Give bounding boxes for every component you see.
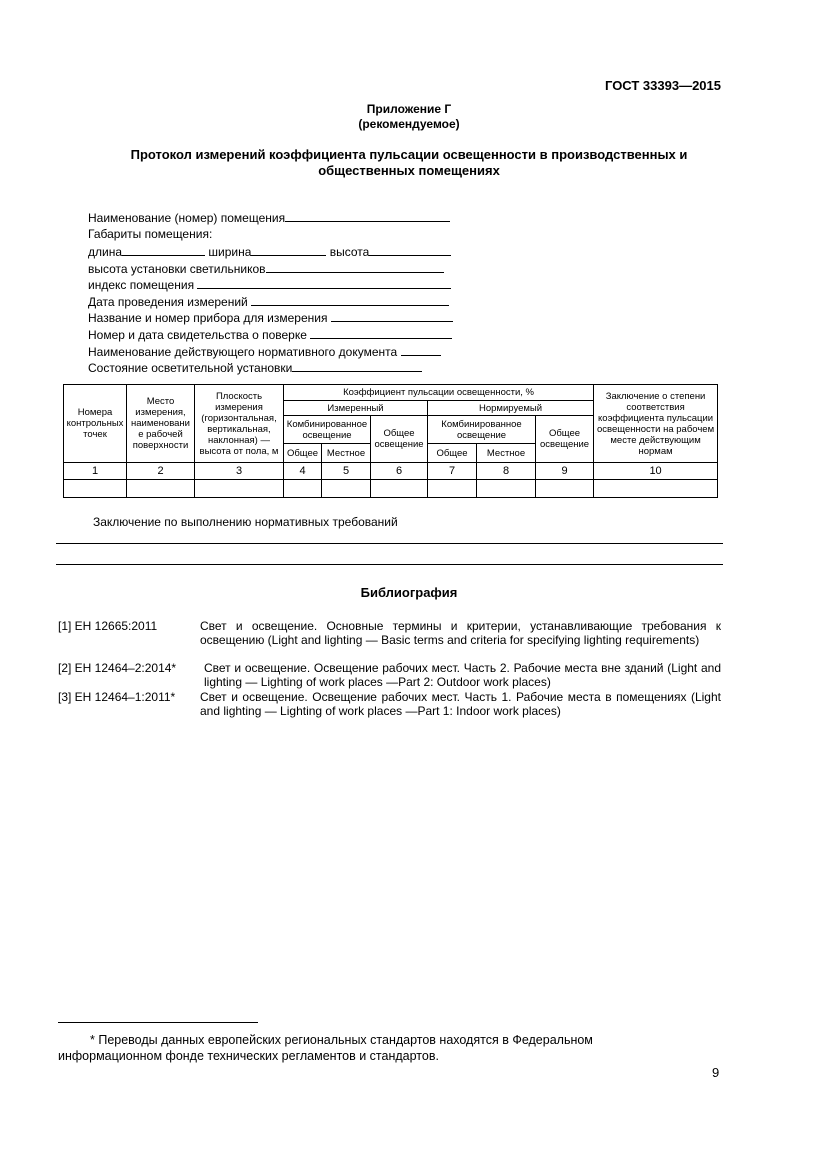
column-number: 3 xyxy=(195,463,284,480)
fill-line[interactable] xyxy=(310,327,452,339)
column-number: 10 xyxy=(594,463,718,480)
appendix-label: Приложение Г xyxy=(366,102,452,116)
form-install-state xyxy=(88,360,422,375)
table-cell[interactable] xyxy=(477,480,536,498)
fill-line[interactable] xyxy=(266,261,444,273)
header-normed-combined: Комбинированное освещение xyxy=(428,416,536,444)
header-normed-general-light: Общее освещение xyxy=(536,416,594,463)
bibliography-ref: [1] ЕН 12665:2011 xyxy=(58,619,158,633)
form-dimensions xyxy=(88,244,451,259)
column-number: 2 xyxy=(127,463,195,480)
protocol-title-line2: общественных помещениях xyxy=(318,163,500,178)
table-cell[interactable] xyxy=(322,480,371,498)
conclusion-label: Заключение по выполнению нормативных требований xyxy=(93,515,398,529)
form-label: ширина xyxy=(208,245,252,259)
form-label: высота xyxy=(329,245,370,259)
header-coefficient: Коэффициент пульсации освещенности, % xyxy=(284,385,594,401)
footnote-separator xyxy=(58,1022,258,1023)
form-mount-height xyxy=(88,261,444,276)
table-cell[interactable] xyxy=(536,480,594,498)
fill-line[interactable] xyxy=(331,310,453,322)
footnote xyxy=(58,1032,668,1064)
form-device xyxy=(88,310,453,325)
table-cell[interactable] xyxy=(195,480,284,498)
protocol-table xyxy=(63,384,718,498)
table-cell[interactable] xyxy=(127,480,195,498)
header-measured-combined: Комбинированное освещение xyxy=(284,416,371,444)
form-norm-doc xyxy=(88,344,441,359)
header-measured-general-light: Общее освещение xyxy=(371,416,428,463)
header-points: Номера контрольных точек xyxy=(64,385,127,463)
fill-line[interactable] xyxy=(401,344,441,356)
header-measured: Измеренный xyxy=(284,401,428,416)
column-number: 7 xyxy=(428,463,477,480)
bibliography-ref: [3] ЕН 12464–1:2011* xyxy=(58,690,176,704)
header-conclusion: Заключение о степени соответствия коэффициента пульсации освещенности на рабочем месте действующим нормам xyxy=(594,385,718,463)
column-number: 5 xyxy=(322,463,371,480)
header-normed-local: Местное xyxy=(477,444,536,463)
form-label: Габариты помещения: xyxy=(88,227,213,241)
table-cell[interactable] xyxy=(64,480,127,498)
footnote-text: * Переводы данных европейских региональных стандартов находятся в Федеральном информационном фонде технических регламентов и стандартов. xyxy=(58,1033,593,1063)
header-measured-general: Общее xyxy=(284,444,322,463)
fill-line[interactable] xyxy=(197,277,451,289)
table-row-empty xyxy=(64,480,718,498)
fill-line[interactable] xyxy=(251,294,449,306)
appendix-heading xyxy=(0,102,818,132)
column-number: 1 xyxy=(64,463,127,480)
conclusion-line-1[interactable] xyxy=(56,543,723,544)
form-label: длина xyxy=(88,245,123,259)
document-code: ГОСТ 33393—2015 xyxy=(605,78,721,93)
form-certificate xyxy=(88,327,452,342)
fill-line[interactable] xyxy=(369,244,451,256)
table-cell[interactable] xyxy=(428,480,477,498)
header-place: Место измерения, наименовани е рабочей поверхности xyxy=(127,385,195,463)
page-number: 9 xyxy=(712,1065,720,1080)
form-date xyxy=(88,294,449,309)
bibliography-text: Свет и освещение. Освещение рабочих мест. Часть 2. Рабочие места вне зданий (Light and lighting — Lighting of work places —Part 2: Outdoor work places) xyxy=(204,661,721,689)
fill-line[interactable] xyxy=(285,210,450,222)
column-number: 6 xyxy=(371,463,428,480)
header-measured-local: Местное xyxy=(322,444,371,463)
form-room-name xyxy=(88,210,450,225)
form-label: Номер и дата свидетельства о поверке xyxy=(88,328,307,342)
header-normed-general: Общее xyxy=(428,444,477,463)
protocol-title xyxy=(0,147,818,179)
table-cell[interactable] xyxy=(371,480,428,498)
form-label: Название и номер прибора для измерения xyxy=(88,311,328,325)
table-cell[interactable] xyxy=(594,480,718,498)
conclusion-line-2[interactable] xyxy=(56,564,723,565)
form-room-index xyxy=(88,277,451,292)
protocol-title-line1: Протокол измерений коэффициента пульсации освещенности в производственных и xyxy=(130,147,688,162)
appendix-status: (рекомендуемое) xyxy=(358,117,460,131)
table-cell[interactable] xyxy=(284,480,322,498)
header-plane: Плоскость измерения (горизонтальная, вертикальная, наклонная) — высота от пола, м xyxy=(195,385,284,463)
form-label: Дата проведения измерений xyxy=(88,295,248,309)
bibliography-ref: [2] ЕН 12464–2:2014* xyxy=(58,661,177,675)
column-number: 9 xyxy=(536,463,594,480)
fill-line[interactable] xyxy=(292,360,422,372)
form-label: высота установки светильников xyxy=(88,262,266,276)
fill-line[interactable] xyxy=(122,244,205,256)
header-normed: Нормируемый xyxy=(428,401,594,416)
column-number: 8 xyxy=(477,463,536,480)
bibliography-text: Свет и освещение. Основные термины и критерии, устанавливающие требования к освещению (Light and lighting — Basic terms and criteria for specifying lighting requirements) xyxy=(200,619,721,647)
column-number: 4 xyxy=(284,463,322,480)
form-label: Состояние осветительной установки xyxy=(88,361,293,375)
fill-line[interactable] xyxy=(251,244,326,256)
bibliography-text: Свет и освещение. Освещение рабочих мест. Часть 1. Рабочие места в помещениях (Light and lighting — Lighting of work places —Part 1: Indoor work places) xyxy=(200,690,721,718)
form-room-dims xyxy=(88,227,212,241)
form-label: Наименование (номер) помещения xyxy=(88,211,286,225)
form-label: индекс помещения xyxy=(88,278,195,292)
form-label: Наименование действующего нормативного документа xyxy=(88,345,398,359)
bibliography-title: Библиография xyxy=(360,585,458,600)
